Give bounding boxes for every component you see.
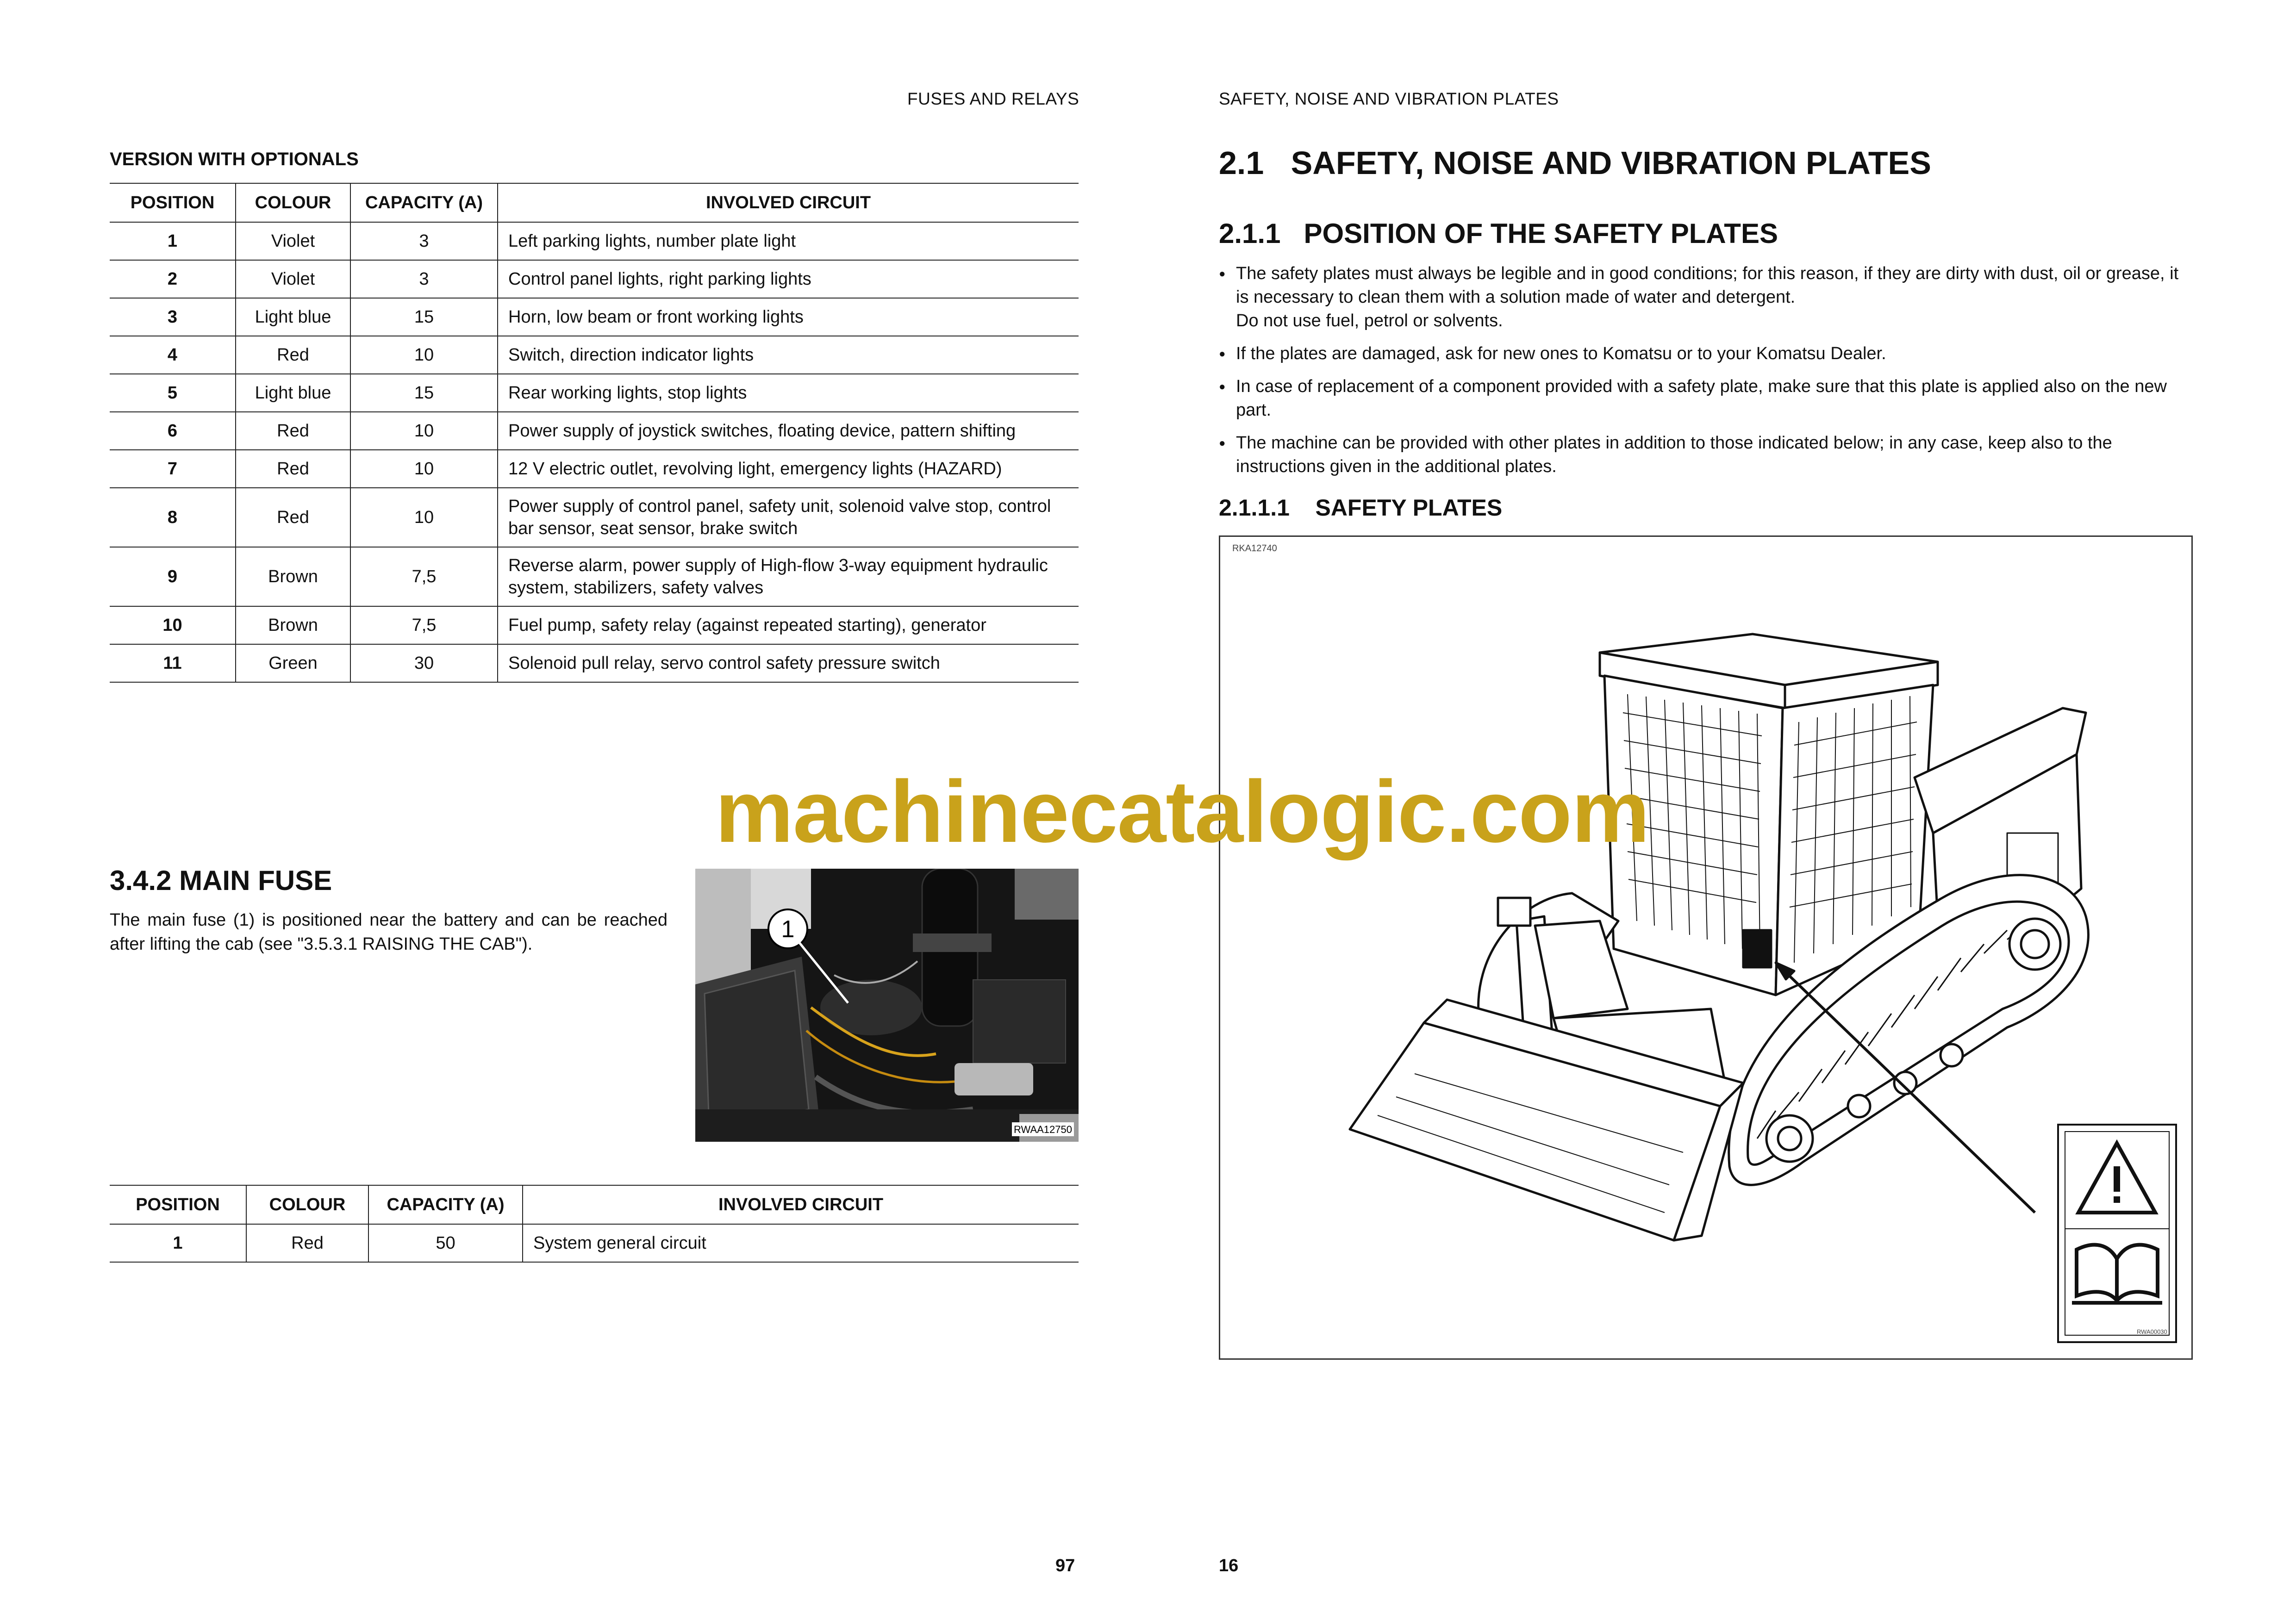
capacity-cell: 10 (350, 450, 498, 488)
colour-cell: Red (236, 412, 350, 450)
circuit-cell: Power supply of control panel, safety unit, solenoid valve stop, control bar sensor, seat sensor, brake switch (498, 488, 1079, 547)
main-fuse-photo (695, 869, 1079, 1142)
circuit-cell: Switch, direction indicator lights (498, 336, 1079, 374)
position-cell: 9 (110, 547, 236, 606)
capacity-cell: 7,5 (350, 606, 498, 644)
page-number-left: 97 (1055, 1556, 1075, 1575)
circuit-cell: Fuel pump, safety relay (against repeated starting), generator (498, 606, 1079, 644)
bullet-text: Do not use fuel, petrol or solvents. (1236, 311, 1503, 330)
position-cell: 10 (110, 606, 236, 644)
column-header: INVOLVED CIRCUIT (523, 1185, 1079, 1224)
capacity-cell: 15 (350, 374, 498, 412)
column-header: CAPACITY (A) (350, 183, 498, 222)
main-fuse-table (110, 1185, 1079, 1263)
column-header: INVOLVED CIRCUIT (498, 183, 1079, 222)
version-title: VERSION WITH OPTIONALS (110, 149, 359, 169)
table-row (110, 488, 1079, 547)
table-header-row (110, 1185, 1079, 1224)
safety-plate-bullets (1219, 262, 2191, 488)
column-header: POSITION (110, 1185, 246, 1224)
running-header-left: FUSES AND RELAYS (907, 89, 1079, 108)
section-title: 2.1 SAFETY, NOISE AND VIBRATION PLATES (1219, 145, 1931, 181)
bullet-text: ● If the plates are damaged, ask for new ones to Komatsu or to your Komatsu Dealer. (1236, 344, 1886, 363)
colour-cell: Brown (236, 547, 350, 606)
table-row (110, 260, 1079, 298)
circuit-cell: Left parking lights, number plate light (498, 222, 1079, 260)
column-header: COLOUR (236, 183, 350, 222)
column-header: COLOUR (246, 1185, 368, 1224)
bullet-text: ● The safety plates must always be legible and in good conditions; for this reason, if they are dirty with dust, oil or grease, it is necessary to clean them with a solution made of water and detergent. (1236, 264, 2179, 307)
page-number-right: 16 (1219, 1556, 1239, 1575)
circuit-cell: System general circuit (523, 1224, 1079, 1262)
colour-cell: Violet (236, 222, 350, 260)
column-header: POSITION (110, 183, 236, 222)
callout-number: 1 (781, 916, 795, 943)
position-cell: 8 (110, 488, 236, 547)
table-row (110, 298, 1079, 336)
colour-cell: Red (236, 450, 350, 488)
subsection-title: 2.1.1 POSITION OF THE SAFETY PLATES (1219, 218, 1778, 249)
capacity-cell: 50 (368, 1224, 523, 1262)
circuit-cell: Reverse alarm, power supply of High-flow 3-way equipment hydraulic system, stabilizers, safety valves (498, 547, 1079, 606)
photo-code: RWAA12750 (1014, 1124, 1072, 1135)
position-cell: 7 (110, 450, 236, 488)
list-item (1219, 431, 2191, 479)
position-cell: 6 (110, 412, 236, 450)
capacity-cell: 3 (350, 260, 498, 298)
list-item (1219, 262, 2191, 333)
position-cell: 11 (110, 644, 236, 682)
table-row (110, 547, 1079, 606)
position-cell: 1 (110, 222, 236, 260)
site-watermark: machinecatalogic.com (715, 763, 1649, 861)
table-row (110, 606, 1079, 644)
fuse-table-optionals (110, 183, 1079, 683)
table-row (110, 1224, 1079, 1262)
table-row (110, 374, 1079, 412)
capacity-cell: 7,5 (350, 547, 498, 606)
position-cell: 4 (110, 336, 236, 374)
capacity-cell: 10 (350, 412, 498, 450)
circuit-cell: Horn, low beam or front working lights (498, 298, 1079, 336)
circuit-cell: Power supply of joystick switches, floating device, pattern shifting (498, 412, 1079, 450)
main-fuse-text: The main fuse (1) is positioned near the battery and can be reached after lifting the cab (see "3.5.3.1 RAISING THE CAB"). (110, 910, 668, 954)
colour-cell: Light blue (236, 298, 350, 336)
bullet-text: ● In case of replacement of a component provided with a safety plate, make sure that this plate is applied also on the new part. (1236, 377, 2167, 420)
main-fuse-heading: 3.4.2 MAIN FUSE (110, 865, 332, 896)
table-row (110, 336, 1079, 374)
circuit-cell: Rear working lights, stop lights (498, 374, 1079, 412)
plate-code: RWA00030 (2137, 1328, 2167, 1335)
position-cell: 3 (110, 298, 236, 336)
table-row (110, 644, 1079, 682)
colour-cell: Brown (236, 606, 350, 644)
capacity-cell: 10 (350, 488, 498, 547)
table-header-row (110, 183, 1079, 222)
engine-bay-illustration (695, 869, 1079, 1142)
table-row (110, 412, 1079, 450)
circuit-cell: 12 V electric outlet, revolving light, emergency lights (HAZARD) (498, 450, 1079, 488)
position-cell: 1 (110, 1224, 246, 1262)
list-item (1219, 375, 2191, 422)
table-row (110, 222, 1079, 260)
capacity-cell: 10 (350, 336, 498, 374)
position-cell: 5 (110, 374, 236, 412)
table-row (110, 450, 1079, 488)
track-loader-drawing (1220, 537, 2191, 1358)
circuit-cell: Solenoid pull relay, servo control safety pressure switch (498, 644, 1079, 682)
capacity-cell: 15 (350, 298, 498, 336)
list-item (1219, 342, 2191, 366)
capacity-cell: 30 (350, 644, 498, 682)
safety-plates-heading: 2.1.1.1 SAFETY PLATES (1219, 495, 1503, 521)
capacity-cell: 3 (350, 222, 498, 260)
safety-plate-sticker (2058, 1125, 2176, 1342)
running-header-right: SAFETY, NOISE AND VIBRATION PLATES (1219, 89, 1559, 108)
safety-plates-figure (1219, 535, 2193, 1360)
column-header: CAPACITY (A) (368, 1185, 523, 1224)
colour-cell: Green (236, 644, 350, 682)
colour-cell: Red (236, 336, 350, 374)
colour-cell: Red (246, 1224, 368, 1262)
figure-code: RKA12740 (1232, 543, 1277, 554)
colour-cell: Light blue (236, 374, 350, 412)
colour-cell: Violet (236, 260, 350, 298)
circuit-cell: Control panel lights, right parking lights (498, 260, 1079, 298)
position-cell: 2 (110, 260, 236, 298)
colour-cell: Red (236, 488, 350, 547)
bullet-text: ● The machine can be provided with other plates in addition to those indicated below; in any case, keep also to the instructions given in the additional plates. (1236, 433, 2112, 476)
